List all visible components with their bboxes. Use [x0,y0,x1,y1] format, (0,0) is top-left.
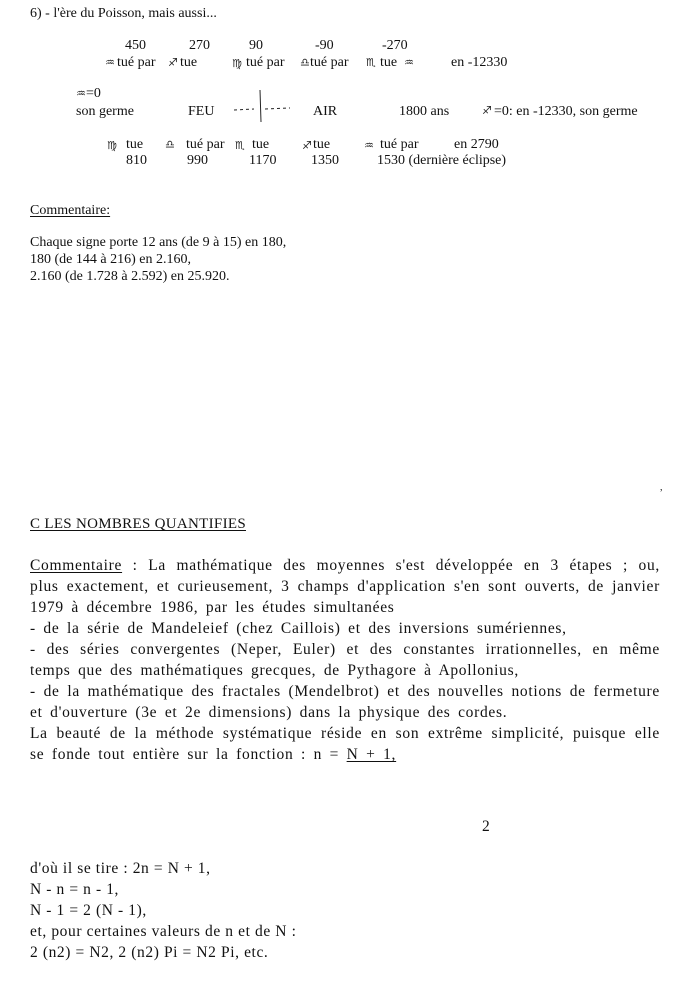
text-cell: tue [313,137,331,152]
paragraph-text: La beauté de la méthode systématique réside en son extrême simplicité, puisque elle se fonde tout entière sur la fonction : n = [30,725,660,763]
cross-mark-icon [232,88,292,124]
virgo-sign-icon: ♍ [232,57,242,70]
section-c-title: C LES NOMBRES QUANTIFIES [30,516,246,532]
commentaire-line: Chaque signe porte 12 ans (de 9 à 15) en 180, [30,235,287,250]
text-cell: =0 [86,86,101,101]
text-cell: tue [180,55,198,70]
stray-mark: , [660,482,663,493]
fraction-denominator: 2 [482,818,490,835]
text-cell: tue [252,137,270,152]
text-cell: tue [126,137,144,152]
text-cell: tué par [310,55,349,70]
text-cell: FEU [188,104,215,119]
sagittarius-sign-icon: ♐ [302,139,312,152]
scorpio-sign-icon: ♏ [366,56,376,69]
equations-block [30,858,296,963]
bullet-item: - de la mathématique des fractales (Mendelbrot) et des nouvelles notions de fermeture et d'ouverture (3e et 2e dimensions) dans la physique des cordes. [30,683,660,721]
text-cell: tué par [186,137,225,152]
number-cell: 270 [189,38,210,53]
equation-line: N - 1 = 2 (N - 1), [30,902,147,919]
sagittarius-sign-icon: ♐ [482,104,492,117]
number-cell: -90 [315,38,334,53]
equation-line: N - n = n - 1, [30,881,120,898]
text-cell: AIR [313,104,338,119]
equation-line: 2 (n2) = N2, 2 (n2) Pi = N2 Pi, etc. [30,944,269,961]
number-cell: 810 [126,153,147,168]
equation-line: d'où il se tire : 2n = N + 1, [30,860,211,877]
commentaire-title: Commentaire: [30,203,111,218]
virgo-sign-icon: ♍ [107,139,117,152]
number-cell: 450 [125,38,146,53]
section-c-body [30,555,660,765]
text-cell: tue [380,55,398,70]
date-cell: en 2790 [454,137,499,152]
paragraph-text: : La mathématique des moyennes s'est développée en 3 étapes ; ou, plus exactement, et curieusement, 3 champs d'application s'en sont ouverts, de janvier 1979 à décembre 1986, par les études simultanées [30,557,660,616]
paragraph-method [30,723,660,765]
fraction-numerator: N + 1, [346,746,397,763]
paragraph-intro [30,555,660,618]
libra-sign-icon: ♎ [300,56,310,69]
section-heading-era: 6) - l'ère du Poisson, mais aussi... [30,6,217,21]
text-cell: =0: en -12330, son germe [494,104,638,119]
date-cell: en -12330 [451,55,508,70]
aquarius-sign-icon: ♒ [76,87,86,100]
sagittarius-sign-icon: ♐ [168,56,178,69]
number-cell: 1530 (dernière éclipse) [377,153,507,168]
scorpio-sign-icon: ♏ [235,139,245,152]
aquarius-sign-icon: ♒ [404,56,414,69]
text-cell: 1800 ans [399,104,450,119]
bullet-item: - de la série de Mandeleief (chez Caillois) et des inversions sumériennes, [30,620,567,637]
aquarius-sign-icon: ♒ [105,56,115,69]
equation-line: et, pour certaines valeurs de n et de N : [30,923,297,940]
number-cell: 90 [249,38,263,53]
commentaire-line: 180 (de 144 à 216) en 2.160, [30,252,191,267]
number-cell: 1170 [249,153,277,168]
number-cell: -270 [382,38,408,53]
text-cell: tué par [380,137,419,152]
text-cell: tué par [117,55,156,70]
libra-sign-icon: ♎ [165,138,175,151]
aquarius-sign-icon: ♒ [364,139,374,152]
bullet-item: - des séries convergentes (Neper, Euler) et des constantes irrationnelles, en même temps que des mathématiques grecques, de Pythagore à Apollonius, [30,641,660,679]
commentaire-label: Commentaire [30,557,123,574]
text-cell: son germe [76,104,134,119]
number-cell: 990 [187,153,208,168]
number-cell: 1350 [311,153,339,168]
text-cell: tué par [246,55,285,70]
commentaire-line: 2.160 (de 1.728 à 2.592) en 25.920. [30,269,230,284]
